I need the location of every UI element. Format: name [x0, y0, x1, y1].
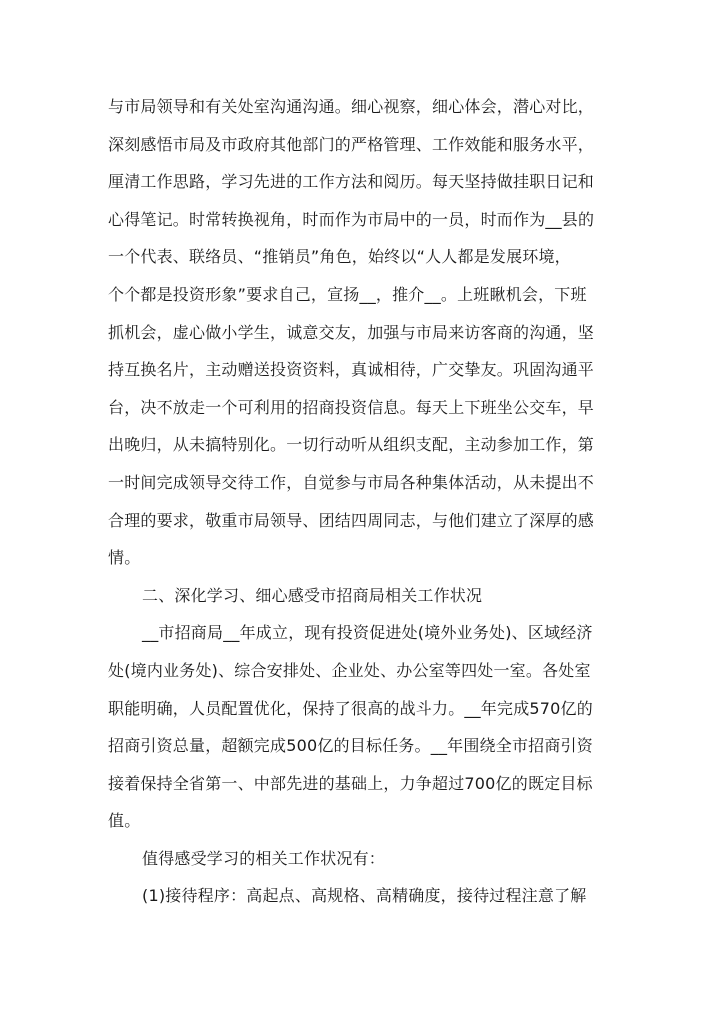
text-line: 与市局领导和有关处室沟通沟通。细心视察，细心体会，潜心对比， — [108, 97, 595, 116]
text-line: 抓机会，虚心做小学生，诚意交友，加强与市局来访客商的沟通，坚 — [108, 322, 595, 342]
text-line: 情。 — [108, 548, 141, 568]
section-heading: 二、深化学习、细心感受市招商局相关工作状况 — [142, 585, 483, 605]
text-line: 心得笔记。时常转换视角，时而作为市局中的一员，时而作为__县的 — [108, 209, 595, 229]
text-line: 持互换名片，主动赠送投资资料，真诚相待，广交挚友。巩固沟通平 — [108, 360, 595, 380]
text-line: __市招商局__年成立，现有投资促进处(境外业务处)、区域经济 — [142, 623, 593, 643]
text-line: 合理的要求，敬重市局领导、团结四周同志，与他们建立了深厚的感 — [108, 510, 595, 530]
text-line: 一个代表、联络员、“推销员”角色，始终以“人人都是发展环境， — [108, 247, 571, 267]
text-line: 处(境内业务处)、综合安排处、企业处、办公室等四处一室。各处室 — [108, 660, 591, 680]
text-line: 值得感受学习的相关工作状况有： — [142, 848, 386, 868]
list-item: (1)接待程序：高起点、高规格、高精确度，接待过程注意了解 — [142, 886, 587, 906]
text-line: 接着保持全省第一、中部先进的基础上，力争超过700亿的既定目标 — [108, 773, 593, 793]
body-text — [108, 88, 612, 915]
text-line: 台，决不放走一个可利用的招商投资信息。每天上下班坐公交车，早 — [108, 397, 595, 417]
text-line: 值。 — [108, 811, 141, 831]
text-line: 厘清工作思路，学习先进的工作方法和阅历。每天坚持做挂职日记和 — [108, 172, 595, 192]
text-line: 一时间完成领导交待工作，自觉参与市局各种集体活动，从未提出不 — [108, 472, 595, 492]
text-line: 职能明确，人员配置优化，保持了很高的战斗力。__年完成570亿的 — [108, 698, 593, 718]
text-line: 个个都是投资形象”要求自己，宣扬__，推介__。上班瞅机会，下班 — [108, 284, 587, 304]
text-line: 出晚归，从未搞特别化。一切行动听从组织支配，主动参加工作，第 — [108, 435, 595, 455]
text-line: 深刻感悟市局及市政府其他部门的严格管理、工作效能和服务水平， — [108, 134, 595, 154]
text-line: 招商引资总量，超额完成500亿的目标任务。__年围绕全市招商引资 — [108, 736, 593, 756]
